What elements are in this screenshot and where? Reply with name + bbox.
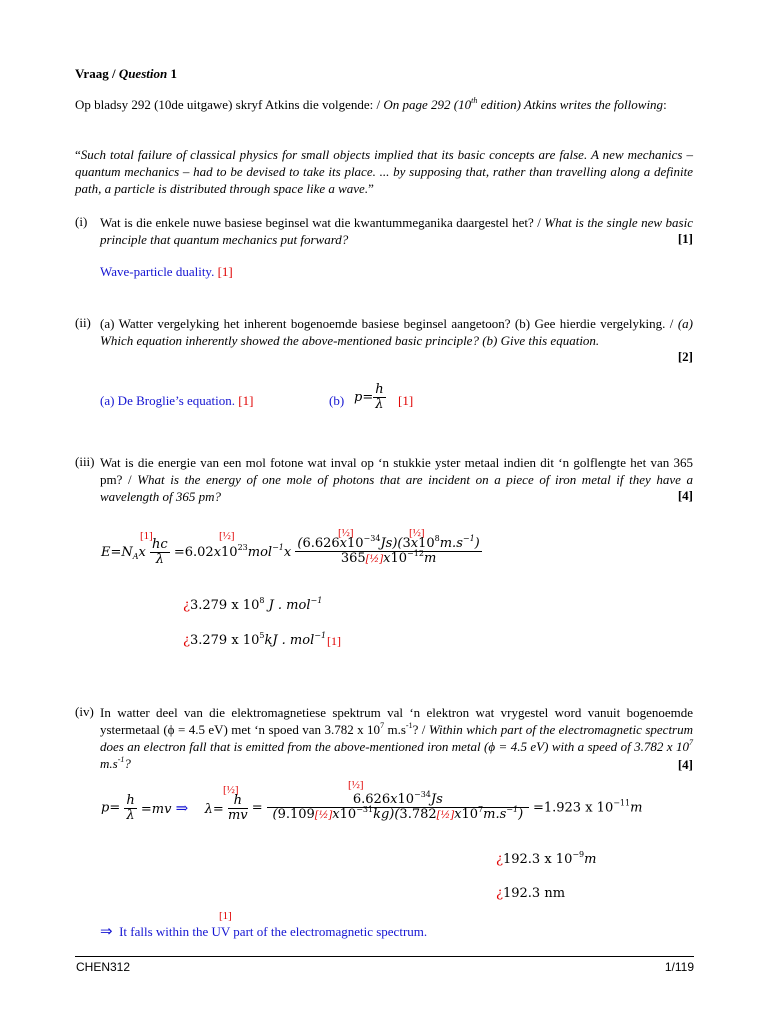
q2-number: (ii) [75,315,91,330]
footer-course-code: CHEN312 [76,960,131,974]
footer-page-number: 1/119 [664,960,694,974]
q3-marks: [4] [677,488,693,503]
q3-line-3: ¿3.279 x $10^5kJ$ . mol$^{-1}$ [183,631,327,648]
intro-english: On page 292 (10th edition) Atkins writes the following [383,96,664,112]
q2-text: (a) Watter vergelyking het inherent bogenoemde basiese beginsel aangetoon? (b) Gee hierdie vergelyking. / (a) Which equation inherently showed the above-mentioned basic principle? (b) Give this equation. [100,316,693,348]
heading-question: Question [118,66,168,81]
implies-arrow-icon: ⇒ [100,924,113,940]
heading-vraag: Vraag / [75,66,119,81]
q3-annotation-4: [½] [409,527,425,539]
q1-answer-mark: [1] [217,264,233,279]
q4-line-3: ¿192.3 nm [496,886,566,901]
q3-text: Wat is die energie van een mol fotone wat inval op ‘n stukkie yster metaal indien dit ‘n golflengte het van 365 pm? / What is the energy of one mole of photons that are incident on a piece of iron metal if they have a wavelength of 365 pm? [100,455,693,504]
q2-answer-a: (a) De Broglie’s equation. [1] [100,393,254,408]
footer-divider [75,956,694,957]
q4-marks: [4] [677,757,693,772]
question-heading [75,66,177,82]
q4-conclusion: ⇒ It falls within the UV part of the electromagnetic spectrum. [100,924,428,940]
q3-annotation-1: [1] [140,530,153,542]
q2-answer-b: (b) [329,393,345,408]
q1-marks: [1] [677,231,693,246]
q3-annotation-2: [½] [219,530,235,542]
q4-text: In watter deel van die elektromagnetiese spektrum val ‘n elektron wat vrygestel word vanuit bogenoemde ystermetaal (ϕ = 4.5 eV) met ‘n spoed van 3.782 x $10^7$ $m.s^{-1}$? / Within which part of the electromagnetic spectrum does an electron fall that is emitted from the above-mentioned iron metal (ϕ = 4.5 eV) with a speed of 3.782 x $10^7$ $m.s^{-1}$? [100,705,694,771]
q1-answer: Wave-particle duality. [1] [100,264,233,279]
q4-annotation-3: [1] [219,910,232,922]
intro-afrikaans: Op bladsy 292 (10de uitgawe) skryf Atkins die volgende: / [75,97,384,112]
de-broglie-equation: p= $\frac{h}{\lambda}$ [354,382,384,412]
q1-number: (i) [75,214,88,229]
q3-equation: $E=N_Ax$ $\frac{hc}{\lambda}$ $=6.02x10^{23}mol^{-1}x$ $\frac{(6.626x10^{-34}Js)(3x10^8m.s^{-1})}{365[\frac{1}{2}]x10^{-12}m}$ [101,534,480,567]
q3-annotation-3: [½] [338,527,354,539]
q2-answer-b-mark: [1] [398,393,414,408]
q4-number: (iv) [75,704,94,719]
q3-number: (iii) [75,454,95,469]
q4-line-2: ¿192.3 x $10^{-9}m$ [496,850,597,867]
atkins-quote: “Such total failure of classical physics for small objects implied that its basic concepts are false. A new mechanics – quantum mechanics – had to be devised to take its place. ... by supposing that, rather than travelling along a definite path, a particle is distributed through space like a wave.” [75,147,693,196]
q3-line-2: ¿3.279 x $10^8$ J . mol$^{-1}$ [183,596,323,613]
quote-text: Such total failure of classical physics for small objects implied that its basic concepts are false. A new mechanics – quantum mechanics – had to be devised to take its place. ... by supposing that, rather than travelling along a definite path, a particle is distributed through space like a wave. [75,147,693,196]
q1-text: Wat is die enkele nuwe basiese beginsel wat die kwantummeganika daargestel het? / What is the single new basic principle that quantum mechanics put forward? [100,215,693,247]
q2-marks: [2] [677,349,693,364]
q4-annotation-1: [½] [223,784,239,796]
heading-number: 1 [167,66,177,81]
q4-annotation-2: [½] [348,779,364,791]
intro-paragraph: Op bladsy 292 (10de uitgawe) skryf Atkins die volgende: / On page 292 (10th edition) Atkins writes the following: [75,96,667,112]
q4-equation: p= $\frac{h}{\lambda}$ =mv ⇒ λ= $\frac{h}{mv}$ = $\frac{6.626x10^{-34}Js}{(9.109[\frac{1}{2}]x10^{-31}kg)(3.782[\frac{1}{2}]x10^7m.s^{-1})}$ =1.923 x $10^{-11}m$ [101,790,643,823]
q3-annotation-5: [1] [327,634,341,648]
